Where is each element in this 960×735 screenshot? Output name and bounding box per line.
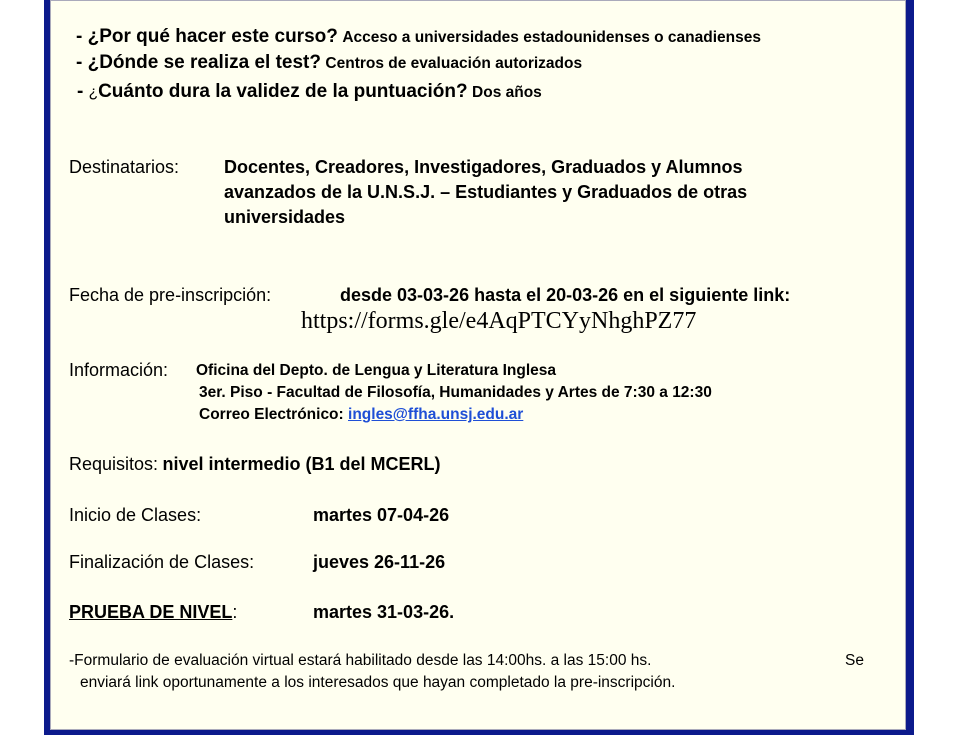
faq-item-2 (76, 52, 582, 74)
finalizacion-value: jueves 26-11-26 (313, 552, 446, 572)
prueba-row (69, 602, 237, 623)
faq-question-mark: ¿ (88, 84, 99, 101)
preinscripcion-dates: desde 03-03-26 hasta el 20-03-26 en el siguiente link: (340, 285, 791, 305)
faq-question-prefix: - (77, 81, 89, 102)
prueba-colon: : (232, 602, 238, 622)
requisitos-row (69, 454, 441, 475)
nota-line-1: -Formulario de evaluación virtual estará habilitado desde las 14:00hs. a las 15:00 hs. (69, 652, 652, 669)
informacion-office: Oficina del Depto. de Lengua y Literatura Inglesa (196, 362, 557, 379)
faq-item-3 (77, 81, 542, 103)
preinscripcion-label: Fecha de pre-inscripción: (69, 285, 272, 305)
requisitos-value: nivel intermedio (B1 del MCERL) (162, 454, 441, 474)
faq-answer: Dos años (472, 84, 542, 101)
email-link[interactable]: ingles@ffha.unsj.edu.ar (348, 406, 524, 423)
faq-answer: Acceso a universidades estadounidenses o canadienses (342, 29, 761, 46)
preinscripcion-url[interactable]: https://forms.gle/e4AqPTCYyNhghPZ77 (301, 308, 697, 334)
informacion-address: 3er. Piso - Facultad de Filosofía, Humanidades y Artes de 7:30 a 12:30 (199, 384, 712, 401)
faq-question: - ¿Dónde se realiza el test? (76, 52, 321, 73)
nota-line-1-tail: Se (845, 652, 864, 669)
destinatarios-label: Destinatarios: (69, 157, 180, 177)
faq-item-1 (76, 26, 761, 48)
destinatarios-line-2: avanzados de la U.N.S.J. – Estudiantes y Graduados de otras (224, 182, 748, 202)
inicio-label: Inicio de Clases: (69, 505, 202, 525)
finalizacion-label: Finalización de Clases: (69, 552, 255, 572)
email-label: Correo Electrónico: (199, 406, 344, 423)
faq-question: Cuánto dura la validez de la puntuación? (98, 81, 468, 102)
destinatarios-line-1: Docentes, Creadores, Investigadores, Graduados y Alumnos (224, 157, 743, 177)
nota-line-2: enviará link oportunamente a los interesados que hayan completado la pre-inscripción. (80, 674, 676, 691)
destinatarios-line-3: universidades (224, 207, 346, 227)
prueba-value: martes 31-03-26. (313, 602, 455, 622)
inicio-value: martes 07-04-26 (313, 505, 450, 525)
requisitos-label: Requisitos: (69, 454, 159, 474)
prueba-label: PRUEBA DE NIVEL (69, 602, 233, 622)
faq-question: - ¿Por qué hacer este curso? (76, 26, 338, 47)
faq-answer: Centros de evaluación autorizados (325, 55, 583, 72)
informacion-email-row (199, 406, 523, 424)
informacion-label: Información: (69, 360, 169, 380)
